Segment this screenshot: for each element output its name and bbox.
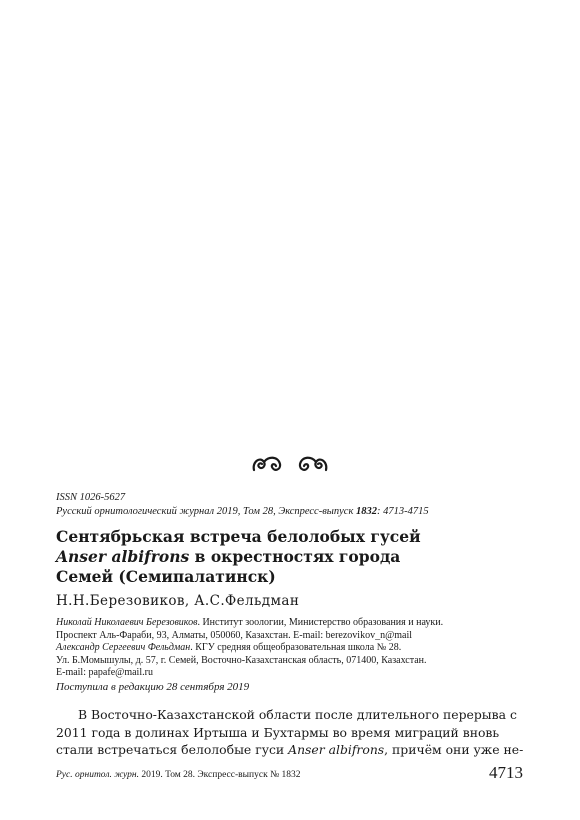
journal-name: Русский орнитологический журнал 2019, Том 28, Экспресс-выпуск <box>56 506 356 517</box>
footer-issue: 2019. Том 28. Экспресс-выпуск № 1832 <box>138 770 301 780</box>
section-ornament <box>0 450 580 476</box>
body-line-1: В Восточно-Казахстанской области после длительного перерыва с <box>78 707 517 722</box>
page-number: 4713 <box>489 763 523 782</box>
body-line-2: 2011 года в долинах Иртыша и Бухтармы во время миграций вновь <box>56 724 500 740</box>
journal-citation-header <box>56 505 536 519</box>
authors: Н.Н.Березовиков, А.С.Фельдман <box>56 593 300 609</box>
affiliation-2-email: E-mail: papafe@mail.ru <box>56 667 153 679</box>
affiliation-2: Александр Сергеевич Фельдман. КГУ средняя общеобразовательная школа № 28. <box>56 642 402 654</box>
title-line-2 <box>56 547 526 567</box>
author-1-name: Николай Николаевич Березовиков <box>56 617 198 628</box>
issn-line: ISSN 1026-5627 <box>56 492 126 503</box>
author-2-name: Александр Сергеевич Фельдман <box>56 642 191 654</box>
issue-number: 1832 <box>356 506 377 517</box>
title-line-2-rest: в окрестностях города <box>189 547 401 566</box>
right-flourish-icon <box>294 454 330 476</box>
title-line-3: Семей (Семипалатинск) <box>56 567 276 586</box>
left-flourish-icon <box>250 454 286 476</box>
received-date: Поступила в редакцию 28 сентября 2019 <box>56 681 250 693</box>
title-line-1: Сентябрьская встреча белолобых гусей <box>56 527 421 546</box>
article-body <box>56 706 524 759</box>
affiliations <box>56 617 526 680</box>
footer-journal-abbrev: Рус. орнитол. журн. <box>56 770 139 780</box>
footer-citation <box>56 770 301 780</box>
article-title <box>56 527 526 587</box>
body-line-3: стали встречаться белолобые гуси Anser albifrons, причём они уже не- <box>56 742 524 757</box>
affiliation-1-address: Проспект Аль-Фараби, 93, Алматы, 050060, Казахстан. E-mail: berezovikov_n@mail <box>56 629 413 641</box>
body-species-name: Anser albifrons <box>288 742 385 757</box>
affiliation-1: Николай Николаевич Березовиков. Институт зоологии, Министерство образования и науки. <box>56 617 444 628</box>
title-species-name: Anser albifrons <box>56 547 190 566</box>
page-range: : 4713-4715 <box>377 506 429 517</box>
affiliation-2-address: Ул. Б.Момышулы, д. 57, г. Семей, Восточно-Казахстанская область, 071400, Казахстан. <box>56 654 427 666</box>
